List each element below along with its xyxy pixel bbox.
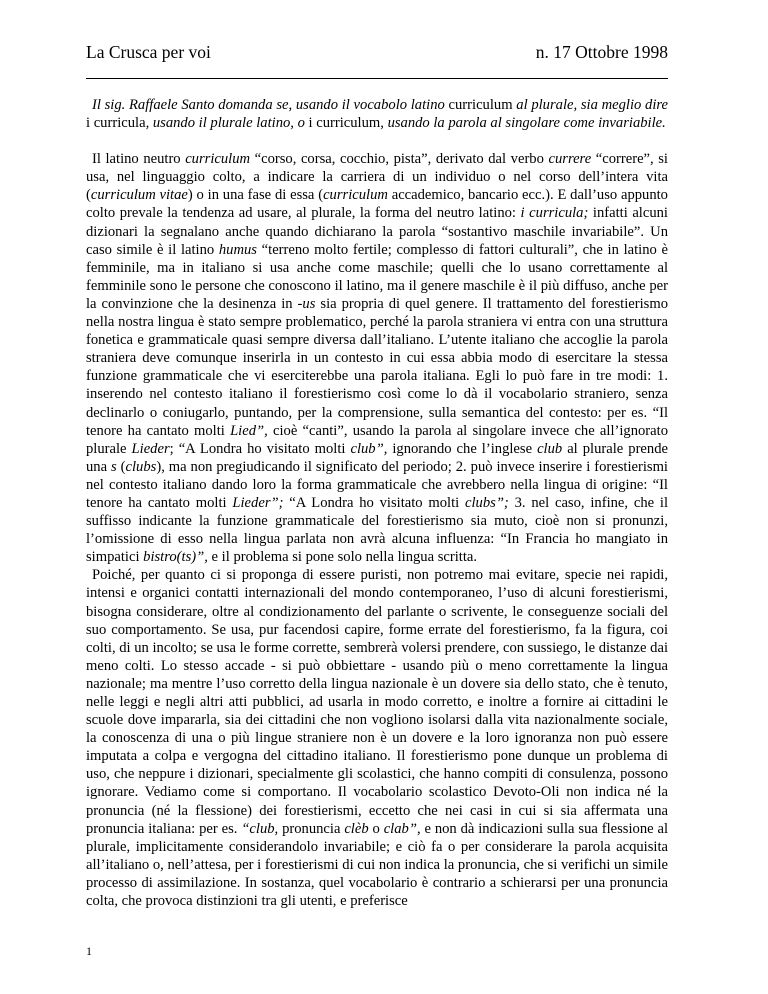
answer-paragraph-1: Il latino neutro curriculum “corso, corsa, cocchio, pista”, derivato dal verbo currere “correre”, si usa, nel linguaggio colto, a indicare la carriera di un individuo o nel corso dell’intera vita (curriculum vitae) o in una fase di essa (curriculum accademico, bancario ecc.). E dall’uso appunto colto prevale la tendenza ad usare, al plurale, la forma del neutro latino: i curricula; infatti alcuni dizionari la segnalano anche quando dichiarano la parola “sostantivo maschile invariabile”. Un caso simile è il latino humus “terreno molto fertile; complesso di fattori culturali”, che in latino è femminile, ma in italiano si usa anche come maschile; quelli che lo usano correttamente al femminile sono le persone che conoscono il latino, ma il genere maschile è il più diffuso, anche per la convinzione che la desinenza in -us sia propria di quel genere. Il trattamento del forestierismo nella nostra lingua è stato sempre problematico, perché la parola straniera vi entra con una struttura fonetica e grammaticale quasi sempre diversa dall’italiano. L’utente italiano che accoglie la parola straniera deve comunque inserirla in un contesto in cui essa abbia modo di esercitare la stessa funzione grammaticale che vi eserciterebbe una parola italiana. Egli lo può fare in tre modi: 1. inserendo nel contesto italiano il forestierismo così come lo dà il vocabolario straniero, senza declinarlo o coniugarlo, puntando, per la comprensione, sulla semantica del contesto: per es. “Il tenore ha cantato molti Lied”, cioè “canti”, usando la parola al singolare invece che all’ignorato plurale Lieder; “A Londra ho visitato molti club”, ignorando che l’inglese club al plurale prende una s (clubs), ma non pregiudicando il significato del periodo; 2. può invece inserire i forestierismi nel contesto italiano dando loro la forma grammaticale che avrebbero nella lingua di origine: “Il tenore ha cantato molti Lieder”; “A Londra ho visitato molti clubs”; 3. nel caso, infine, che il suffisso indicante la funzione grammaticale del forestierismo sia muto, cioè non si pronunzi, l’omissione di esso nella lingua parlata non avrà alcuna influenza: “In Francia ho mangiato in simpatici bistro(ts)”, e il problema si pone solo nella lingua scritta. [86, 151, 669, 566]
journal-title: La Crusca per voi [86, 42, 211, 62]
reader-question: Il sig. Raffaele Santo domanda se, usando il vocabolo latino curriculum al plurale, sia meglio dire i curricula, usando il plurale latino, o i curriculum, usando la parola al singolare come invariabile. [86, 97, 668, 132]
page-number: 1 [86, 944, 92, 958]
answer-paragraph-2: Poiché, per quanto ci si proponga di essere puristi, non potremo mai evitare, specie nei rapidi, intensi e organici contatti internazionali del mondo contemporaneo, l’uso di alcuni forestierismi, bisogna considerare, oltre al condizionamento del parlante o scrivente, le conseguenze sociali del suo comportamento. Se usa, pur facendosi capire, forme errate del forestierismo, fa la figura, coi colti, di un incolto; se usa le forme corrette, sembrerà volersi prendere, con sussiego, le distanze dai meno colti. Lo stesso accade - si può obbiettare - usando più o meno correttamente la lingua nazionale; ma mentre l’uso corretto della lingua nazionale è un dovere sia dello stato, che è tenuto, nelle leggi e negli altri atti pubblici, ad usarla in modo corretto, e inoltre a fornire ai cittadini le scuole dove impararla, sia dei cittadini che non vogliono isolarsi dalla vita nazionalmente sociale, la conoscenza di una o più lingue straniere non è un dovere e la loro ignoranza non può essere imputata a colpa e vergogna del cittadino italiano. Il forestierismo pone dunque un problema di uso, che neppure i dizionari, specialmente gli scolastici, che hanno compiti di consulenza, possono ignorare. Vediamo come si comportano. Il vocabolario scolastico Devoto-Oli non indica né la pronuncia (né la flessione) dei forestierismi, eccetto che nei casi in cui si sia affermata una pronuncia italiana: per es. “club, pronuncia clèb o clab”, e non dà indicazioni sulla sua flessione al plurale, implicitamente considerandolo invariabile; e ciò fa o per considerare la parola acquisita all’italiano o, nell’attesa, per i forestierismi di cui non indica la pronuncia, che si verifichi un simile processo di assimilazione. In sostanza, quel vocabolario è contrario a schierarsi per una pronuncia colta, che provoca distinzioni tra gli utenti, e preferisce [86, 567, 669, 910]
running-header [86, 42, 668, 64]
header-rule [86, 78, 668, 79]
issue-date: n. 17 Ottobre 1998 [535, 42, 668, 62]
article-body [86, 96, 668, 910]
